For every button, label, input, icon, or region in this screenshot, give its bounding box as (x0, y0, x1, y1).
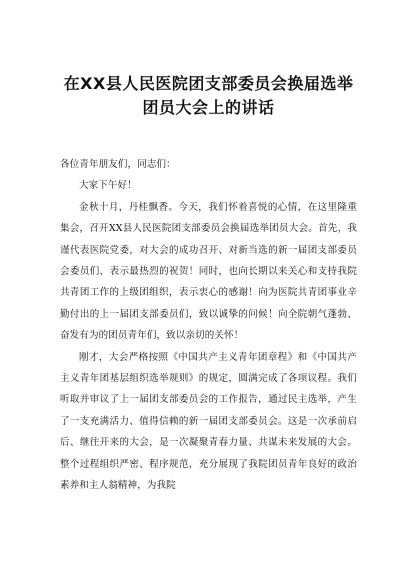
body-paragraph: 金秋十月，丹桂飘香。今天，我们怀着喜悦的心情，在这里隆重集会，召开XX县人民医院团支部委员会换届选举团员大会。首先，我谨代表医院党委，对大会的成功召开、对新当选的新一届团支部委员会委员们，表示最热烈的祝贺！同时，也向长期以来关心和支持我院共青团工作的上级团组织，表示衷心的感谢！向为医院共青团事业辛勤付出的上一届团支部委员们，致以诚挚的问候！向全院朝气蓬勃、奋发有为的团员青年们，致以亲切的关怀！ (60, 201, 357, 342)
title-line-2: 团员大会上的讲话 (142, 98, 275, 117)
title-line-1: 在XX县人民医院团支部委员会换届选举 (63, 74, 354, 93)
salutation: 各位青年朋友们，同志们： (60, 159, 176, 170)
body-paragraph: 刚才，大会严格按照《中国共产主义青年团章程》和《中国共产主义青年团基层组织选举规则》的规定，圆满完成了各项议程。我们听取并审议了上一届团支部委员会的工作报告，通过民主选举，产生了一支充满活力、值得信赖的新一届团支部委员会。这是一次承前启后、继往开来的大会，是一次凝聚青春力量、共谋未来发展的大会。整个过程组织严密、程序规范，充分展现了我院团员青年良好的政治素养和主人翁精神，为我院 (60, 351, 357, 492)
document-title (60, 72, 357, 120)
greeting: 大家下午好！ (79, 180, 137, 192)
document-body (60, 154, 357, 497)
